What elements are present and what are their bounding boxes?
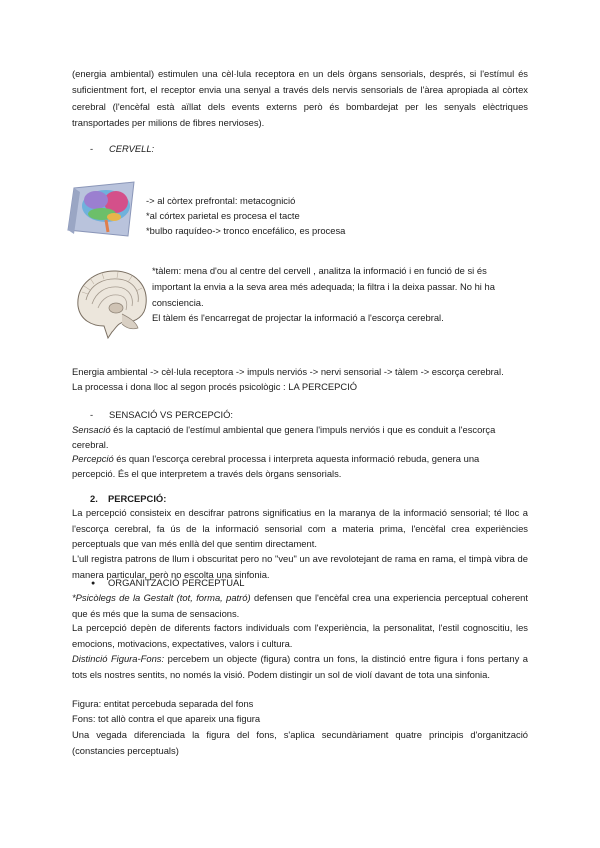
talem-line-1: *tàlem: mena d'ou al centre del cervell , analitza la informació i en funció de si és xyxy=(152,265,487,276)
brain-sagittal-image xyxy=(72,266,150,342)
brain-lobes-image xyxy=(66,180,136,238)
brain-note-2: *al córtex parietal es procesa el tacte xyxy=(146,210,300,221)
organitzacio-bullet: ● xyxy=(91,580,96,587)
brain-note-1: -> al còrtex prefrontal: metacognició xyxy=(146,195,296,206)
fons-definition: Fons: tot allò contra el que apareix una figura xyxy=(72,713,261,724)
section-2-title: PERCEPCIÓ: xyxy=(108,493,167,504)
perception-intro: La processa i dona lloc al segon procés psicològic : LA PERCEPCIÓ xyxy=(72,381,358,392)
gestalt-term: *Psicòlegs de la Gestalt (tot, forma, patró) xyxy=(72,592,251,603)
organitzacio-heading: ORGANITZACIÓ PERCEPTUAL xyxy=(108,577,245,588)
cervell-dash: - xyxy=(90,143,94,154)
sensacio-term: Sensació xyxy=(72,424,111,435)
brain-sagittal-sketch xyxy=(72,266,150,342)
sensacio-dash: - xyxy=(90,409,94,420)
figura-fons-text: percebem un objecte (figura) contra un fons, la distinció entre figura i fons pertany a tots els nostres sentits, no només la visió. Podem distingir un sol de violí davant de tota una sinfonia. xyxy=(72,653,528,680)
talem-line-3: consciencia. xyxy=(152,297,204,308)
figura-definition: Figura: entitat percebuda separada del fons xyxy=(72,698,254,709)
percepcio-paragraph: La percepció consisteix en descifrar patrons significatius en la maranya de la informació sensorial; té lloc a l'escorça cerebral, fa ús de la informació sensorial com a materia prima, l'encèfal crea experiències perceptuals que van més enllà del que sentim directament. xyxy=(72,507,528,549)
gestalt-text: defensen que l'encèfal crea una experiencia perceptual coherent que és més que la suma de sensacions. xyxy=(72,592,528,619)
sensacio-def-line-2: cerebral. xyxy=(72,439,109,450)
gestalt-paragraph xyxy=(72,590,528,621)
figura-fons-term: Distinció Figura-Fons: xyxy=(72,653,165,664)
percepcio-def-line-2: percepció. És el que interpretem a través dels òrgans sensorials. xyxy=(72,468,342,479)
ull-paragraph: L'ull registra patrons de llum i obscuritat pero no "veu" un ave revolotejant de rama en rama, el timpà vibra de manera particular, però no escolta una sinfonia. xyxy=(72,553,528,580)
factors-paragraph: La percepció depèn de diferents factors individuals com l'experiència, la personalitat, l'estil cognoscitiu, les emocions, motivacions, expectatives, valors i cultura. xyxy=(72,622,528,649)
figura-fons-paragraph xyxy=(72,651,528,682)
percepcio-def: és quan l'escorça cerebral processa i interpreta aquesta informació rebuda, genera una xyxy=(113,453,480,464)
brain-note-3: *bulbo raquídeo-> tronco encefálico, es procesa xyxy=(146,225,346,236)
percepcio-def-line-1 xyxy=(72,452,479,466)
energy-chain: Energia ambiental -> cèl·lula receptora -> impuls nerviós -> nervi sensorial -> tàlem -> escorça cerebral. xyxy=(72,366,504,377)
sensacio-def-line-1 xyxy=(72,423,495,437)
cervell-heading: CERVELL: xyxy=(109,143,155,154)
sensacio-def: és la captació de l'estímul ambiental que genera l'impuls nerviós i que es conduit a l'escorça xyxy=(110,424,496,435)
talem-line-4: El tàlem és l'encarregat de projectar la informació a l'escorça cerebral. xyxy=(152,312,444,323)
section-2-number: 2. xyxy=(90,493,98,504)
talem-line-2: important la envia a la seva area més adequada; la filtra i la deixa passar. No hi ha xyxy=(152,281,495,292)
brain-lobes-illustration xyxy=(66,180,136,238)
principis-paragraph: Una vegada diferenciada la figura del fons, s'aplica secundàriament quatre principis d'organització (constancies perceptuals) xyxy=(72,729,528,756)
sensacio-heading: SENSACIÓ VS PERCEPCIÓ: xyxy=(109,409,233,420)
percepcio-term: Percepció xyxy=(72,453,114,464)
intro-paragraph: (energia ambiental) estimulen una cèl·lula receptora en un dels òrgans sensorials, després, si l'estímul és suficientment fort, el receptor envia una senyal a través dels nervis sensorials de l'àrea apropiada al còrtex cerebral (l'encèfal està aïllat dels events externs però és bombardejat per les senyals elèctriques transportades per milions de fibres nervioses). xyxy=(72,68,528,128)
